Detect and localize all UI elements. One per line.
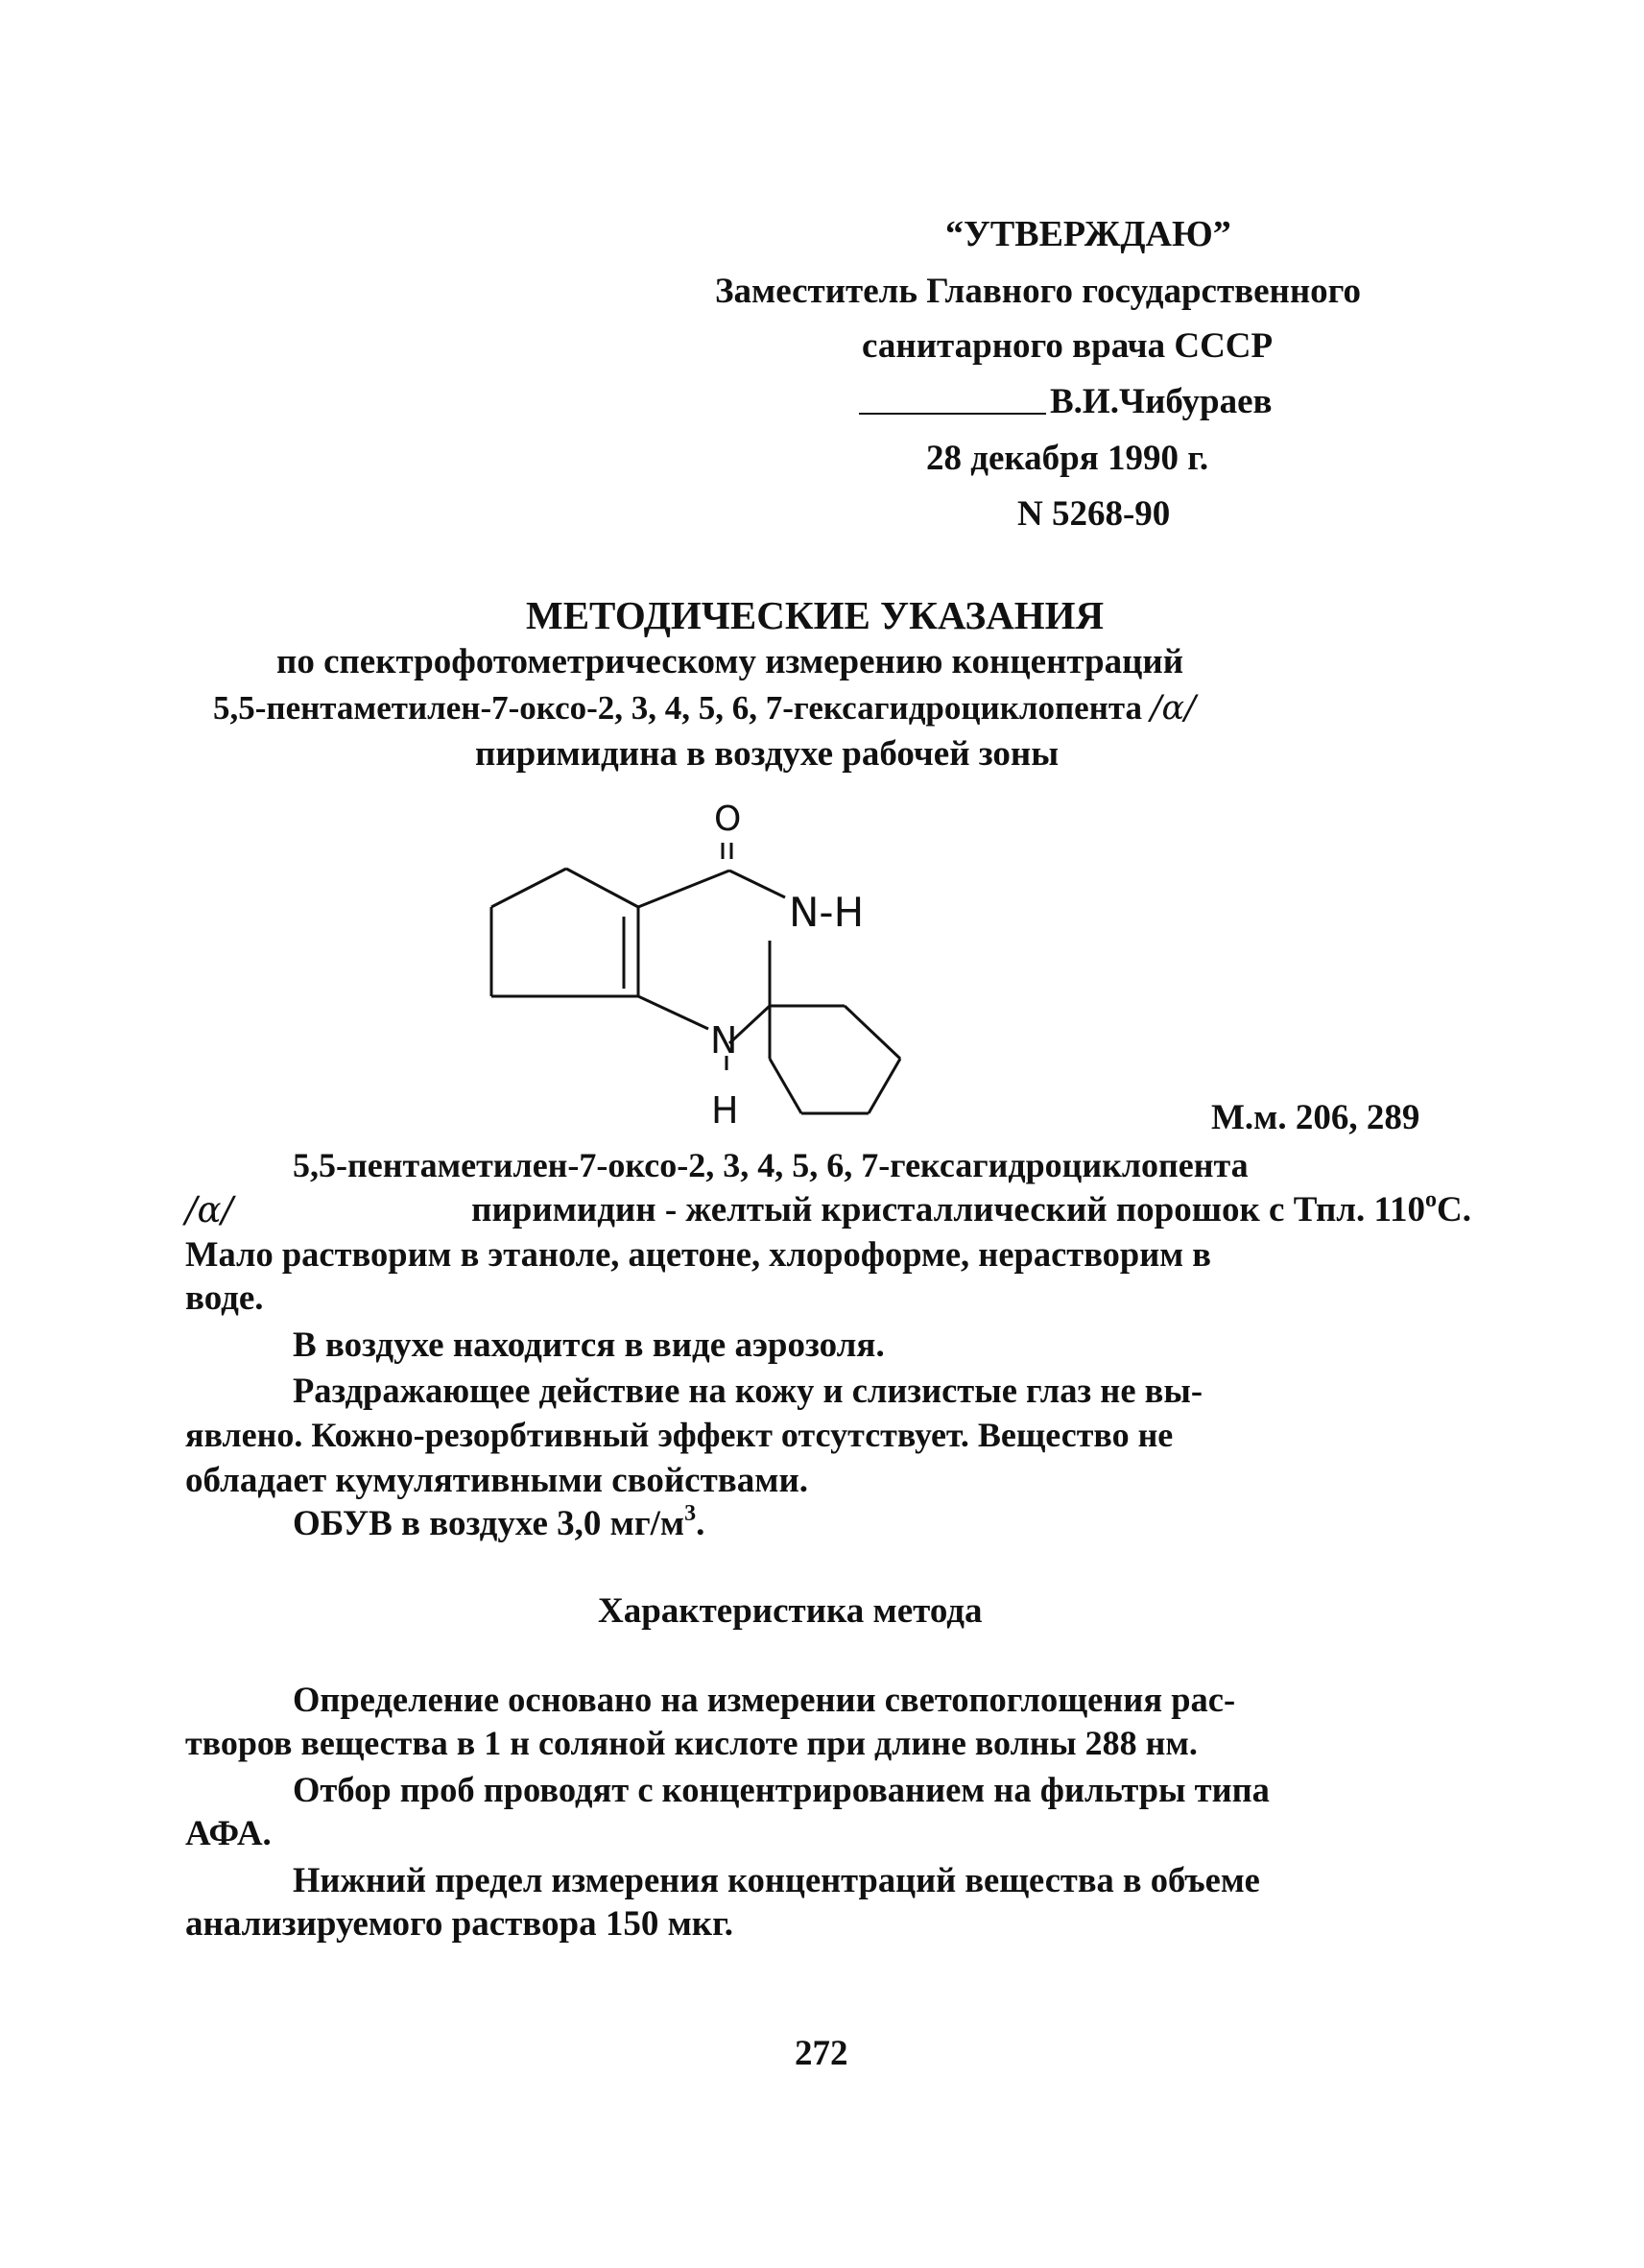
structure-oxygen-label: O: [714, 800, 742, 839]
title-line4: пиримидина в воздухе рабочей зоны: [475, 734, 1060, 774]
approval-position-line1: Заместитель Главного государственного: [715, 272, 1362, 311]
description-line1: 5,5-пентаметилен-7-оксо-2, 3, 4, 5, 6, 7-гексагидроциклопента: [293, 1146, 1249, 1184]
structure-n-bottom-label: N: [710, 1019, 738, 1062]
approval-position-line2: санитарного врача СССР: [862, 326, 1274, 366]
structure-nh-top-label: N-H: [789, 889, 865, 936]
irritation-line1: Раздражающее действие на кожу и слизистые глаз не вы-: [293, 1371, 1203, 1410]
degree-sign: o: [1425, 1187, 1438, 1212]
structure-h-bottom-label: H: [711, 1089, 739, 1132]
obuv-paragraph: ОБУВ в воздухе 3,0 $мг/м^3$.: [293, 1501, 705, 1543]
title-line2: по спектрофотометрическому измерению концентраций: [276, 642, 1184, 681]
description-line3: Мало растворим в этаноле, ацетоне, хлороформе, нерастворим в: [185, 1234, 1211, 1274]
irritation-line3: обладает кумулятивными свойствами.: [185, 1461, 809, 1500]
molecular-mass: М.м. 206, 289: [1211, 1098, 1420, 1137]
approval-signatory: В.И.Чибураев: [1050, 382, 1273, 421]
title-main: МЕТОДИЧЕСКИЕ УКАЗАНИЯ: [526, 593, 1105, 637]
signature-blank: [859, 413, 1046, 415]
description-alpha: /α/: [185, 1189, 233, 1230]
description-line2: [185, 1189, 1471, 1230]
approval-signature-line: [859, 381, 1273, 422]
aerosol-paragraph: В воздухе находится в виде аэрозоля.: [293, 1325, 885, 1365]
approval-number: N 5268-90: [1017, 494, 1171, 534]
method-p1-line1: Определение основано на измерении светопоглощения рас-: [293, 1680, 1236, 1719]
description-line2-text: пиримидин - желтый кристаллический порошок с Тпл. 110oС.: [471, 1187, 1471, 1229]
description-line4: воде.: [185, 1278, 264, 1318]
method-p2-line2: АФА.: [185, 1814, 272, 1853]
cubic-superscript: 3: [684, 1501, 697, 1526]
title-line3: [213, 689, 1196, 728]
irritation-line2: явлено. Кожно-резорбтивный эффект отсутствует. Вещество не: [185, 1416, 1174, 1454]
method-p1-line2: творов вещества в 1 н соляной кислоте при длине волны 288 нм.: [185, 1724, 1198, 1762]
title-compound-name: 5,5-пентаметилен-7-оксо-2, 3, 4, 5, 6, 7-гексагидроциклопента: [213, 689, 1142, 727]
method-p3-line1: Нижний предел измерения концентраций вещества в объеме: [293, 1860, 1260, 1899]
title-alpha: /α/: [1150, 689, 1196, 728]
approval-date: 28 декабря 1990 г.: [926, 439, 1209, 478]
method-p2-line1: Отбор проб проводят с концентрированием на фильтры типа: [293, 1770, 1270, 1809]
method-heading: Характеристика метода: [598, 1591, 983, 1631]
approval-stamp: “УТВЕРЖДАЮ”: [945, 214, 1231, 254]
page-number: 272: [795, 2034, 848, 2073]
method-p3-line2: анализируемого раствора 150 мкг.: [185, 1904, 734, 1944]
